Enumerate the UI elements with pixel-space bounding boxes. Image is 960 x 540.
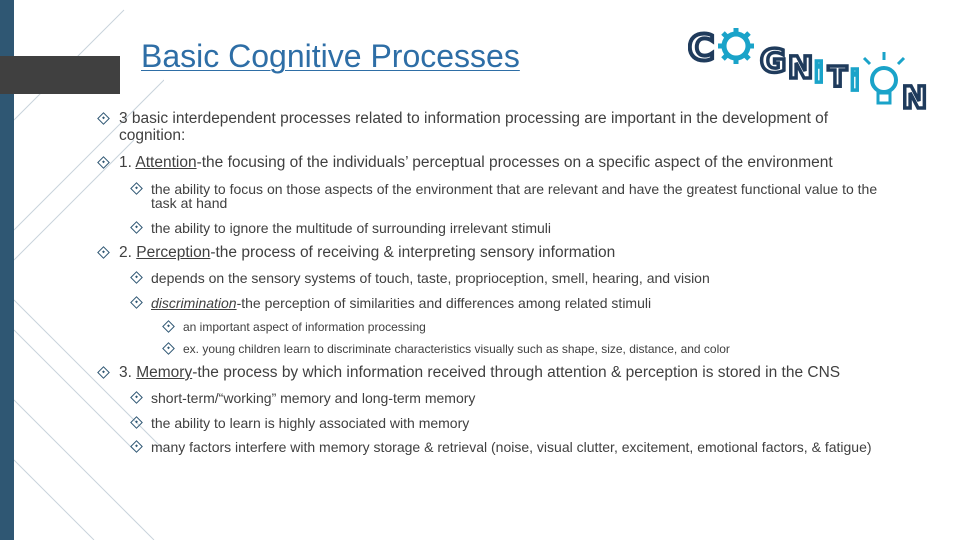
bullet-perception bbox=[119, 246, 615, 260]
memory-term: Memory bbox=[136, 364, 193, 381]
title-tab-decoration bbox=[0, 56, 120, 94]
svg-text:C: C bbox=[688, 28, 715, 69]
bullet-attention bbox=[119, 156, 833, 170]
svg-text:i: i bbox=[850, 64, 860, 97]
memory-sub1: short-term/“working” memory and long-term memory bbox=[151, 390, 476, 406]
attention-sub1-line2: task at hand bbox=[151, 195, 228, 211]
discrimination-text: -the perception of similarities and differences among related stimuli bbox=[236, 295, 652, 311]
perception-sub2 bbox=[151, 296, 651, 310]
attention-text: -the focusing of the individuals’ perceptual processes on a specific aspect of the environment bbox=[196, 154, 833, 171]
bullet-icon bbox=[162, 342, 175, 355]
gear-icon bbox=[718, 28, 754, 64]
perception-prefix: 2. bbox=[119, 244, 137, 261]
perception-term: Perception bbox=[136, 244, 211, 261]
svg-text:i: i bbox=[814, 56, 824, 89]
attention-sub1-line1: the ability to focus on those aspects of the environment that are relevant and have the greatest functional value to the bbox=[151, 181, 878, 197]
memory-prefix: 3. bbox=[119, 364, 137, 381]
svg-text:T: T bbox=[828, 60, 848, 93]
attention-sub2: the ability to ignore the multitude of surrounding irrelevant stimuli bbox=[151, 220, 551, 236]
svg-text:N: N bbox=[902, 81, 928, 112]
svg-text:N: N bbox=[788, 51, 814, 86]
bullet-memory bbox=[119, 366, 840, 380]
perception-text: -the process of receiving & interpreting sensory information bbox=[210, 244, 616, 261]
bullet-intro-line1: 3 basic interdependent processes related to information processing are important in the development of bbox=[119, 110, 829, 127]
lightbulb-icon bbox=[864, 52, 904, 103]
discrimination-term: discrimination bbox=[151, 295, 237, 311]
attention-term: Attention bbox=[135, 154, 197, 171]
perception-sub1: depends on the sensory systems of touch, taste, proprioception, smell, hearing, and vision bbox=[151, 270, 710, 286]
memory-text: -the process by which information received through attention & perception is stored in the CNS bbox=[192, 364, 841, 381]
perception-sub2-a: an important aspect of information processing bbox=[183, 320, 426, 334]
svg-text:G: G bbox=[760, 42, 787, 80]
bullet-intro-line2: cognition: bbox=[119, 127, 186, 144]
cognition-logo bbox=[688, 20, 938, 112]
bullet-icon bbox=[162, 320, 175, 333]
perception-sub2-b: ex. young children learn to discriminate characteristics visually such as shape, size, distance, and color bbox=[183, 342, 730, 356]
slide-title: Basic Cognitive Processes bbox=[141, 38, 520, 74]
memory-sub2: the ability to learn is highly associated with memory bbox=[151, 415, 470, 431]
attention-prefix: 1. bbox=[119, 154, 136, 171]
memory-sub3: many factors interfere with memory storage & retrieval (noise, visual clutter, excitement, emotional factors, & fatigue) bbox=[151, 439, 872, 455]
